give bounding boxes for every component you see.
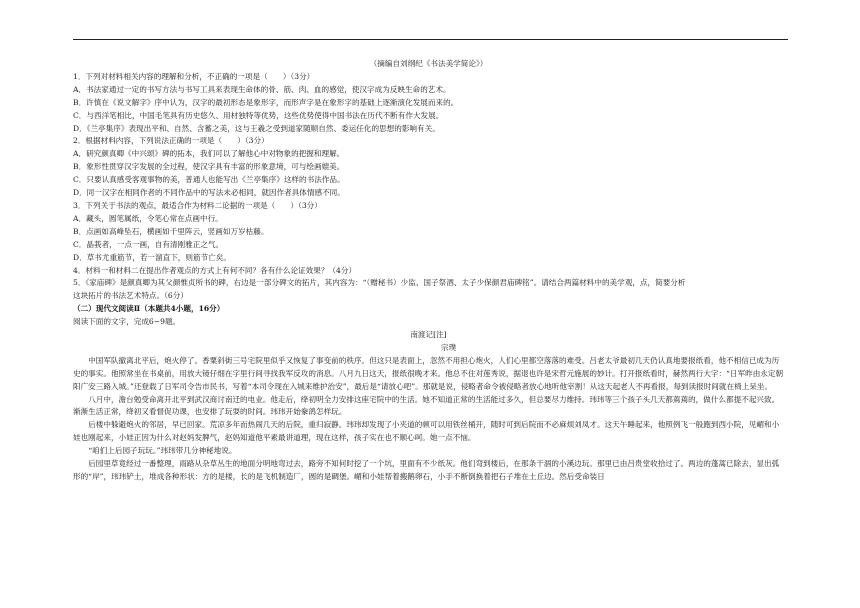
story-paragraph-3: 后楼中躲避炮火的邻居，早已回家。荒凉多年而热闹几天的后院，重归寂静。玮玮却发现了小夹道的顿可以用铁丝桶开，随时可到后院而不必麻烦刘凤才。这天午睡起来，他照例飞一般跑到西小院，见嵋和小娃也刚起来，小娃正因为什么对赵妈发脾气，赵妈知道他平素最讲道理，现在这样，孩子实在也不顺心呵。她一点不恼。 <box>73 420 780 443</box>
question-3 <box>73 200 784 265</box>
header-rule <box>73 39 788 40</box>
story-paragraph-2: 八月中，澹台勉受命离开北平到武汉商讨南迁的电业。他走后，绛初明全力安排这座宅院中的生活。她不知道正常的生活能过多久，但总要尽力维持。玮玮等三个孩子头几天都蔫蔫的，做什么都提不起兴致。渐渐生活正常，绛初又看督促功课，也安排了玩耍的时间。玮玮开始豢鸽怎样玩。 <box>73 394 780 417</box>
reading-instruction: 阅读下面的文字，完成6~9题。 <box>73 317 181 327</box>
option-d: D．同一汉字在相同作者的不同作品中的写法未必相同，就因作者具体情感不同。 <box>73 188 345 198</box>
question-stem: 1．下列对材料相关内容的理解和分析，不正确的一项是（ ）（3分） <box>73 71 315 81</box>
question-5-line-2: 这块拓片的书法艺术特点。（6分） <box>73 291 188 301</box>
question-stem: 3．下列关于书法的观点，最适合作为材料二论据的一项是（ ）（3分） <box>73 200 322 210</box>
option-b: B．点画如高峰坠石，横画如千里阵云，竖画如万岁枯藤。 <box>73 226 269 236</box>
option-b: B．许慎在《说文解字》序中认为，汉字的最初形态是象形字，而形声字是在象形字的基础上逐渐演化发展而来的。 <box>73 97 459 107</box>
story-paragraph-5: 后园里草竟经过一番整理，雨路从杂草丛生的地面分明地弯过去，路旁不知何时挖了一个坑，里面有不少纸灰。他们弯到楼后，在那条干涸的小溪边玩。那里已由吕贵堂收拾过了。两边的蓬蒿已除去，显出弧形的“岸”，玮玮铲土，堆成各种形状：方的是楼，长的是飞机制造厂，圆的是碉堡。嵋和小娃帮着搬鹅卵石，小手不断倒换着把石子堆在土丘边。然后受命装日 <box>73 459 780 481</box>
story-author: 宗璞 <box>440 342 457 352</box>
source-citation: （摘编自刘纲纪《书法美学简论》） <box>369 59 488 68</box>
option-c: C．与西洋笔相比，中国毛笔具有历史悠久、用材独特等优势，这些优势使得中国书法在历代不断有作大发展。 <box>73 110 444 120</box>
question-stem: 2．根据材料内容，下列说法正确的一项是（ ）（3分） <box>73 136 269 146</box>
option-d: D．《兰亭集序》表现出平和、自然、含蓄之美，这与王羲之受到道家随顺自然、委运任化的思想的影响有关。 <box>73 123 440 133</box>
question-5-line-1: 5．《家庙碑》是颜真卿为其父颜惟贞所书的碑，右边是一部分碑文的拓片，其内容为：“（赠秘书）少监、国子祭酒、太子少保颜君庙碑铭”。请结合两篇材料中的美学观，点，简要分析 <box>73 278 686 288</box>
section-heading: （二）现代文阅读Ⅱ（本题共4小题，16分） <box>73 304 225 314</box>
option-a: A．研究颜真卿《中兴颂》碑的拓本，我们可以了解他心中对物象的把握和理解。 <box>73 149 345 159</box>
question-1 <box>73 71 784 136</box>
option-a: A．书法家通过一定的书写方法与书写工具来表现生命体的骨、筋、肉、血的感觉，使汉字成为反映生命的艺术。 <box>73 84 451 94</box>
question-4: 4．材料一和材料二在提出作者观点的方式上有何不同？各有什么论证效果？（4分） <box>73 265 357 275</box>
document-body <box>73 58 784 484</box>
option-c: C．晶莪者，一点一画，自有清刚雅正之气。 <box>73 239 224 249</box>
question-2 <box>73 135 784 200</box>
option-b: B．象形性贯穿汉字发展的全过程，使汉字具有丰富的形象意境，可与绘画媲美。 <box>73 162 345 172</box>
story-paragraph-4: “咱们上后园子玩玩。”玮玮带几分神秘地说。 <box>88 446 237 456</box>
option-c: C．只要认真感受客观事物的美，普通人也能写出《兰亭集序》这样的书法作品。 <box>73 175 345 185</box>
story-title: 南渡记[注] <box>410 330 447 340</box>
option-d: D．草书尤重筋节，若一溜直下，则筋节亡矣。 <box>73 252 231 262</box>
story-paragraph-1: 中国军队撤离北平后，炮火停了。香粟斜街三号宅院里似乎又恢复了事变前的秩序。但这只是表面上，忽然不用担心炮火，人们心里都空落落的难受。吕老太爷最初几天仍认真地要报纸看，他不相信已成为历史的事实。他照常坐在书桌前，用放大镜仔细在字里行间寻找我军反攻的消息。八月九日这天，报纸很晚才来。他总不住对莲秀说，据退也许是宋哲元施展的妙计。打开报纸看时，赫然两行大字：“日军昨由永定朝阳广安三路入城。”还登载了日军司令告市民书，写着“本司令现在入城来维护治安”，最后是“请放心吧”。那就是说，侵略者命令被侵略者放心地听他宰割！从这天起老人不再看报，每到读报时间就在椅上呆坐。 <box>73 355 784 391</box>
option-a: A．藏头，圆笔属纸，令笔心常在点画中行。 <box>73 213 223 223</box>
